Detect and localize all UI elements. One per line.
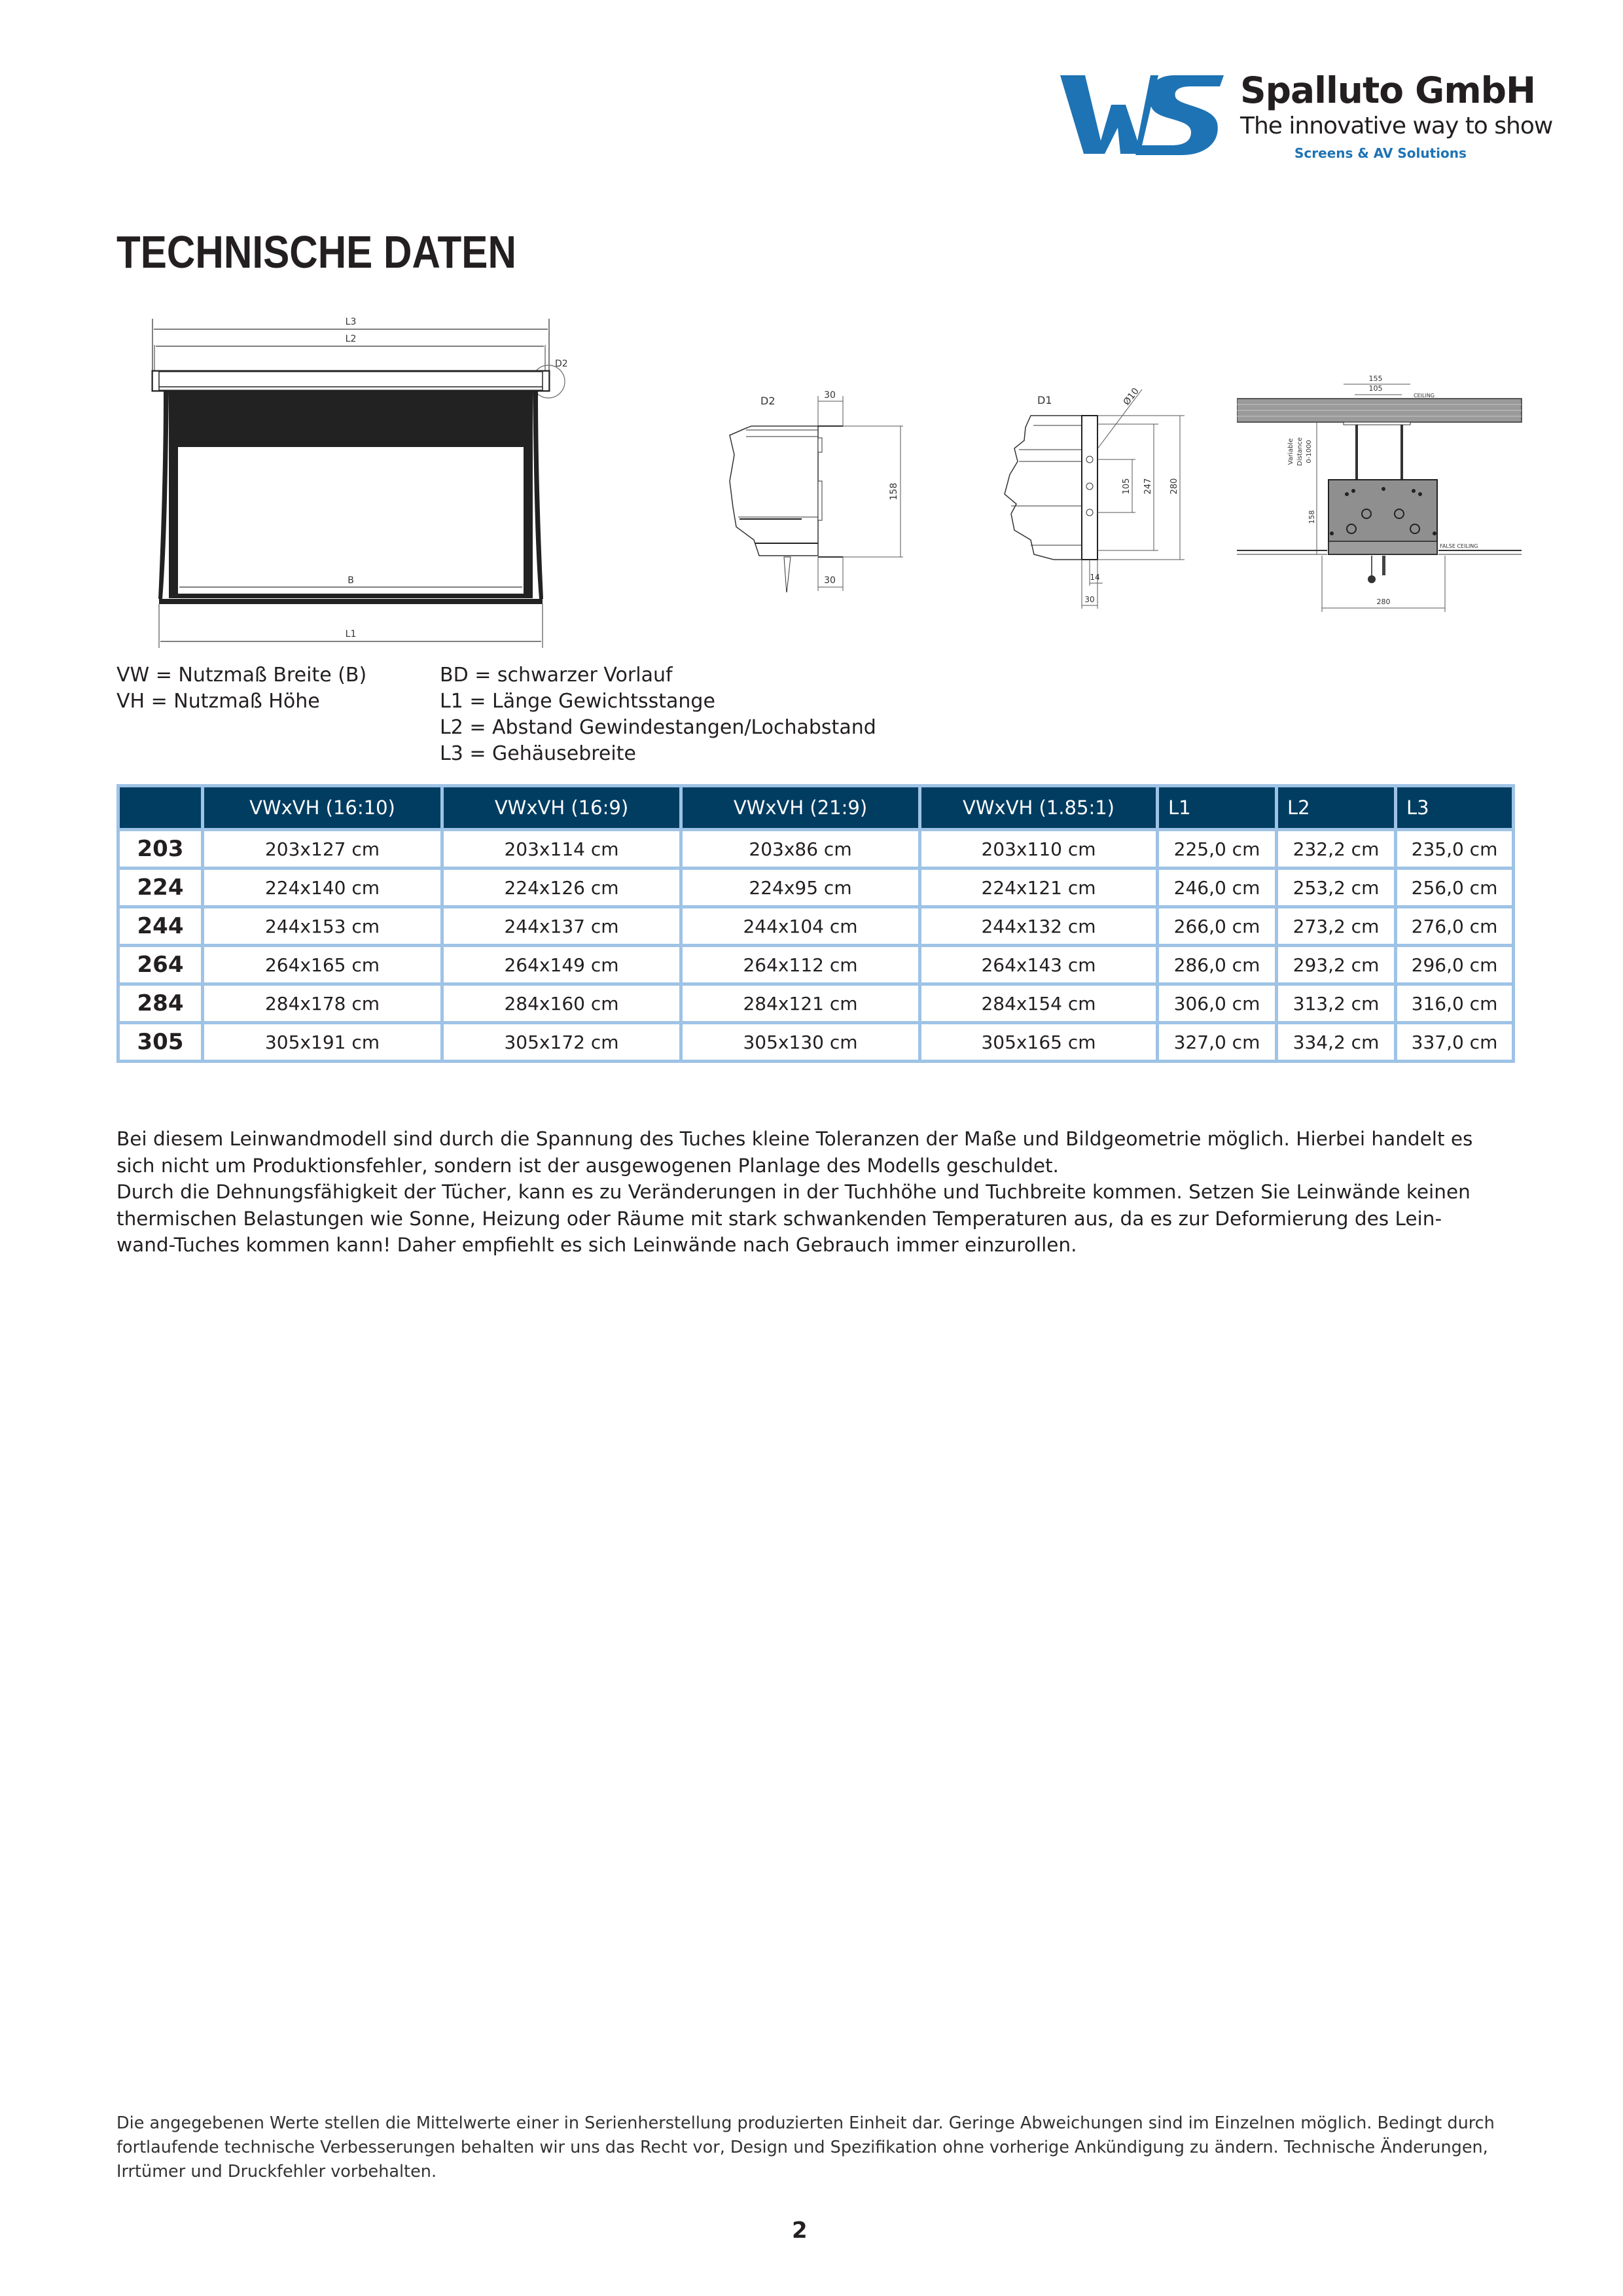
dim-l3: L3 (345, 317, 357, 327)
table-cell: 276,0 cm (1396, 907, 1514, 946)
col-header-size (118, 786, 203, 830)
note-line: wand-Tuches kommen kann! Daher empfiehlt es sich Leinwände nach Gebrauch immer einzurollen. (116, 1234, 1077, 1256)
table-cell: 224x140 cm (203, 869, 442, 907)
label-ceiling: CEILING (1414, 393, 1435, 399)
table-cell: 305x172 cm (442, 1023, 681, 1062)
legend-left (116, 662, 366, 715)
detail-d1-label: D1 (1037, 394, 1052, 406)
disclaimer-line: fortlaufende technische Verbesserungen behalten wir uns das Recht vor, Design und Spezifikation ohne vorherige Ankündigung zu ändern. Technische Änderungen, (116, 2138, 1488, 2157)
table-cell: 224x126 cm (442, 869, 681, 907)
row-size-cell: 224 (118, 869, 203, 907)
dim-l2: L2 (345, 334, 357, 344)
page-title: TECHNISCHE DATEN (116, 226, 516, 278)
table-cell: 306,0 cm (1158, 984, 1277, 1023)
table-cell: 264x143 cm (920, 946, 1158, 984)
table-cell: 244x153 cm (203, 907, 442, 946)
dim-d1-30: 30 (1084, 595, 1095, 604)
table-cell: 284x160 cm (442, 984, 681, 1023)
table-cell: 284x154 cm (920, 984, 1158, 1023)
label-false-ceiling: FALSE CEILING (1440, 543, 1478, 549)
table-cell: 334,2 cm (1277, 1023, 1396, 1062)
table-cell: 224x121 cm (920, 869, 1158, 907)
dim-cm-158: 158 (1308, 510, 1316, 524)
spec-table (116, 784, 1515, 1063)
label-distance: Distance (1296, 437, 1304, 466)
dim-d1-247: 247 (1143, 478, 1153, 495)
table-cell: 246,0 cm (1158, 869, 1277, 907)
company-name: Spalluto GmbH (1240, 69, 1536, 111)
table-cell: 264x165 cm (203, 946, 442, 984)
table-cell: 203x114 cm (442, 830, 681, 869)
table-cell: 203x127 cm (203, 830, 442, 869)
table-cell: 293,2 cm (1277, 946, 1396, 984)
disclaimer-line: Die angegebenen Werte stellen die Mittelwerte einer in Serienherstellung produzierten Einheit dar. Geringe Abweichungen sind im Einzelnen möglich. Bedingt durch (116, 2113, 1495, 2133)
company-subtitle: Screens & AV Solutions (1294, 145, 1467, 161)
legend-l2: L2 = Abstand Gewindestangen/Lochabstand (440, 716, 876, 739)
dim-d1-14: 14 (1090, 573, 1100, 582)
table-cell: 284x121 cm (681, 984, 920, 1023)
table-cell: 296,0 cm (1396, 946, 1514, 984)
table-cell: 244x132 cm (920, 907, 1158, 946)
table-row (118, 1023, 1514, 1062)
table-cell: 203x110 cm (920, 830, 1158, 869)
table-cell: 266,0 cm (1158, 907, 1277, 946)
notes-paragraph (116, 1126, 1517, 1259)
legend-l3: L3 = Gehäusebreite (440, 742, 636, 765)
footer-disclaimer (116, 2111, 1517, 2184)
table-row (118, 984, 1514, 1023)
legend-bd: BD = schwarzer Vorlauf (440, 664, 673, 687)
table-cell: 313,2 cm (1277, 984, 1396, 1023)
dim-cm-280: 280 (1376, 598, 1391, 606)
table-cell: 284x178 cm (203, 984, 442, 1023)
note-line: Bei diesem Leinwandmodell sind durch die Spannung des Tuches kleine Toleranzen der Maße und Bildgeometrie möglich. Hierbei handelt es (116, 1128, 1473, 1150)
table-cell: 203x86 cm (681, 830, 920, 869)
dim-l1: L1 (345, 629, 357, 639)
table-cell: 256,0 cm (1396, 869, 1514, 907)
table-cell: 273,2 cm (1277, 907, 1396, 946)
dim-cm-155: 155 (1368, 374, 1383, 383)
table-cell: 224x95 cm (681, 869, 920, 907)
legend-vh: VH = Nutzmaß Höhe (116, 690, 320, 713)
col-header-16-9: VWxVH (16:9) (442, 786, 681, 830)
legend-right (440, 662, 876, 767)
table-cell: 235,0 cm (1396, 830, 1514, 869)
table-cell: 232,2 cm (1277, 830, 1396, 869)
table-cell: 225,0 cm (1158, 830, 1277, 869)
detail-d2-drawing (707, 383, 916, 592)
col-header-l2: L2 (1277, 786, 1396, 830)
front-view-drawing (151, 311, 569, 664)
table-cell: 244x104 cm (681, 907, 920, 946)
detail-d2-label: D2 (760, 395, 776, 407)
label-variable: Variable (1287, 438, 1294, 465)
note-line: thermischen Belastungen wie Sonne, Heizung oder Räume mit stark schwankenden Temperaturen aus, da es zur Deformierung des Lein- (116, 1207, 1442, 1230)
table-row (118, 830, 1514, 869)
dim-d2-height: 158 (889, 482, 899, 501)
table-cell: 244x137 cm (442, 907, 681, 946)
row-size-cell: 264 (118, 946, 203, 984)
table-cell: 305x130 cm (681, 1023, 920, 1062)
disclaimer-line: Irrtümer und Druckfehler vorbehalten. (116, 2162, 437, 2181)
company-logo (1060, 65, 1553, 170)
row-size-cell: 305 (118, 1023, 203, 1062)
col-header-21-9: VWxVH (21:9) (681, 786, 920, 830)
legend-l1: L1 = Länge Gewichtsstange (440, 690, 715, 713)
col-header-l3: L3 (1396, 786, 1514, 830)
note-line: Durch die Dehnungsfähigkeit der Tücher, kann es zu Veränderungen in der Tuchhöhe und Tuchbreite kommen. Setzen Sie Leinwände keinen (116, 1181, 1471, 1203)
col-header-l1: L1 (1158, 786, 1277, 830)
table-row (118, 946, 1514, 984)
label-range: 0-1000 (1306, 440, 1313, 463)
table-cell: 253,2 cm (1277, 869, 1396, 907)
dim-b: B (348, 575, 354, 586)
table-body (118, 830, 1514, 1062)
dim-d1-hole: Ø10 (1121, 386, 1141, 408)
ceiling-mount-drawing (1237, 370, 1525, 615)
ws-logo-mark (1060, 65, 1230, 164)
col-header-1-85-1: VWxVH (1.85:1) (920, 786, 1158, 830)
company-tagline: The innovative way to show (1240, 113, 1553, 139)
row-size-cell: 284 (118, 984, 203, 1023)
note-line: sich nicht um Produktionsfehler, sondern ist der ausgewogenen Planlage des Modells geschuldet. (116, 1154, 1059, 1177)
page-number: 2 (792, 2217, 808, 2244)
table-cell: 327,0 cm (1158, 1023, 1277, 1062)
table-row (118, 869, 1514, 907)
table-cell: 264x149 cm (442, 946, 681, 984)
row-size-cell: 244 (118, 907, 203, 946)
table-cell: 305x191 cm (203, 1023, 442, 1062)
row-size-cell: 203 (118, 830, 203, 869)
dim-d2-top: 30 (824, 390, 836, 401)
table-cell: 337,0 cm (1396, 1023, 1514, 1062)
dim-d1-280: 280 (1169, 478, 1179, 495)
col-header-16-10: VWxVH (16:10) (203, 786, 442, 830)
table-cell: 286,0 cm (1158, 946, 1277, 984)
table-cell: 316,0 cm (1396, 984, 1514, 1023)
dim-d2: D2 (555, 359, 568, 369)
table-header-row (118, 786, 1514, 830)
dim-d1-105: 105 (1122, 478, 1132, 495)
detail-d1-drawing (985, 376, 1188, 612)
table-cell: 305x165 cm (920, 1023, 1158, 1062)
table-row (118, 907, 1514, 946)
dim-cm-105: 105 (1368, 384, 1383, 393)
legend-vw: VW = Nutzmaß Breite (B) (116, 664, 367, 687)
dim-d2-bottom: 30 (824, 575, 836, 586)
table-cell: 264x112 cm (681, 946, 920, 984)
